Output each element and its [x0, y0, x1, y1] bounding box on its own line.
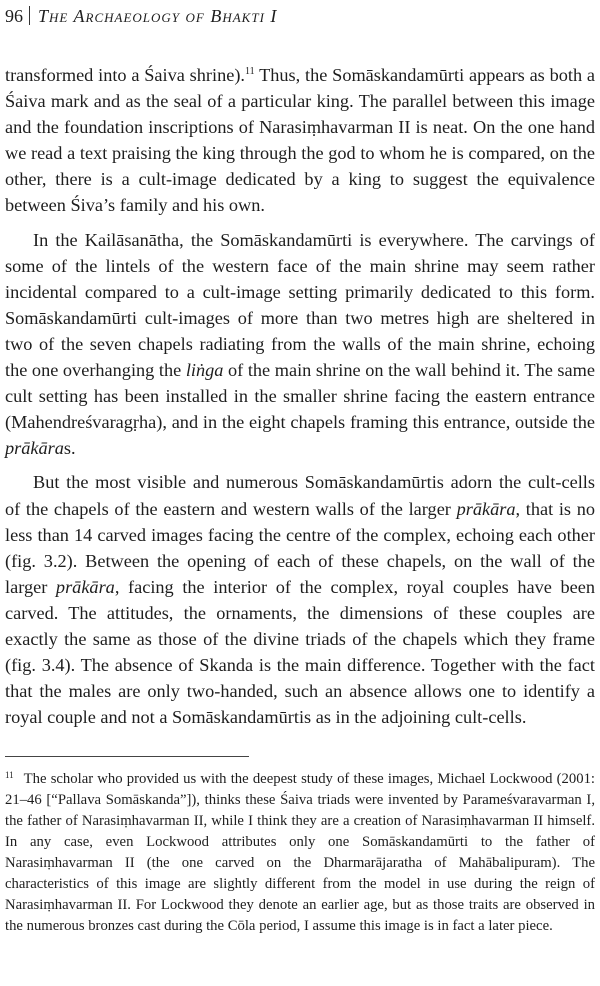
paragraph-1	[5, 62, 595, 219]
book-title: The Archaeology of Bhakti I	[38, 6, 278, 26]
paragraph-text: But the most visible and numerous Somāskandamūrtis adorn the cult-cells of the chapels of the eastern and western walls of the larger	[5, 472, 595, 519]
paragraph-text: , that is no less than 14 carved images facing the centre of the complex, echoing each other (fig. 3.2). Between the opening of each of these chapels, on the wall of the larger	[5, 498, 596, 597]
footnote-divider	[5, 756, 249, 757]
header-divider	[29, 6, 30, 25]
italic-term: prākāra	[55, 576, 115, 597]
italic-term: prākāra	[456, 498, 516, 519]
running-head	[5, 5, 277, 27]
footnote-marker: 11	[5, 770, 14, 780]
paragraph-text: of the main shrine on the wall behind it. The same cult setting has been installed in the smaller shrine facing the eastern entrance (Mahendreśvaragṛha), and in the eight chapels framing this entrance, outside the	[5, 360, 595, 433]
paragraph-text: Thus, the Somāskandamūrti appears as both a Śaiva mark and as the seal of a particular king. The parallel between this image and the foundation inscriptions of Narasiṃhavarman II is neat. On the one hand we read a text praising the king through the god to whom he is compared, on the other, there is a cult-image dedicated by a king to suggest the equivalence between Śiva’s family and his own.	[5, 65, 595, 216]
footnote-reference: 11	[245, 66, 255, 77]
paragraph-2	[5, 227, 595, 462]
paragraph-text: transformed into a Śaiva shrine).	[5, 65, 245, 85]
paragraph-text: In the Kailāsanātha, the Somāskandamūrti is everywhere. The carvings of some of the lintels of the western face of the main shrine may seem rather incidental compared to a cult-image setting primarily dedicated to this form. Somāskandamūrti cult-images of more than two metres high are sheltered in two of the seven chapels radiating from the walls of the main shrine, echoing the one overhanging the	[5, 229, 595, 381]
paragraph-text: , facing the interior of the complex, royal couples have been carved. The attitudes, the ornaments, the dimensions of these couples are exactly the same as those of the divine triads of the chapels which they frame (fig. 3.4). The absence of Skanda is the main difference. Together with the fact that the males are only two-handed, such an absence allows one to identify a royal couple and not a Somāskandamūrtis as in the adjoining cult-cells.	[5, 576, 595, 728]
italic-term: liṅga	[185, 360, 224, 381]
italic-term: prākāra	[5, 438, 64, 459]
footnote-text: The scholar who provided us with the deepest study of these images, Michael Lockwood (2001: 21–46 [“Pallava Somāskanda”]), thinks these Śaiva triads were invented by Parameśvaravarman I, the father of Narasiṃhavarman II, while I think they are a creation of Narasiṃhavarman II himself. In any case, even Lockwood attributes only one Somāskandamūrti to the father of Narasiṃhavarman II (the one carved on the Dharmarājaratha of Mahābalipuram). The characteristics of this image are slightly different from the model in use during the reign of Narasiṃhavarman II. For Lockwood they denote an earlier age, but as those traits are observed in the numerous bronzes cast during the Cōla period, I assume this image is in fact a later piece.	[5, 771, 595, 934]
main-text	[5, 62, 595, 730]
paragraph-3	[5, 469, 595, 730]
footnote	[5, 769, 595, 937]
page-number: 96	[5, 6, 23, 26]
paragraph-text: s.	[63, 438, 76, 459]
